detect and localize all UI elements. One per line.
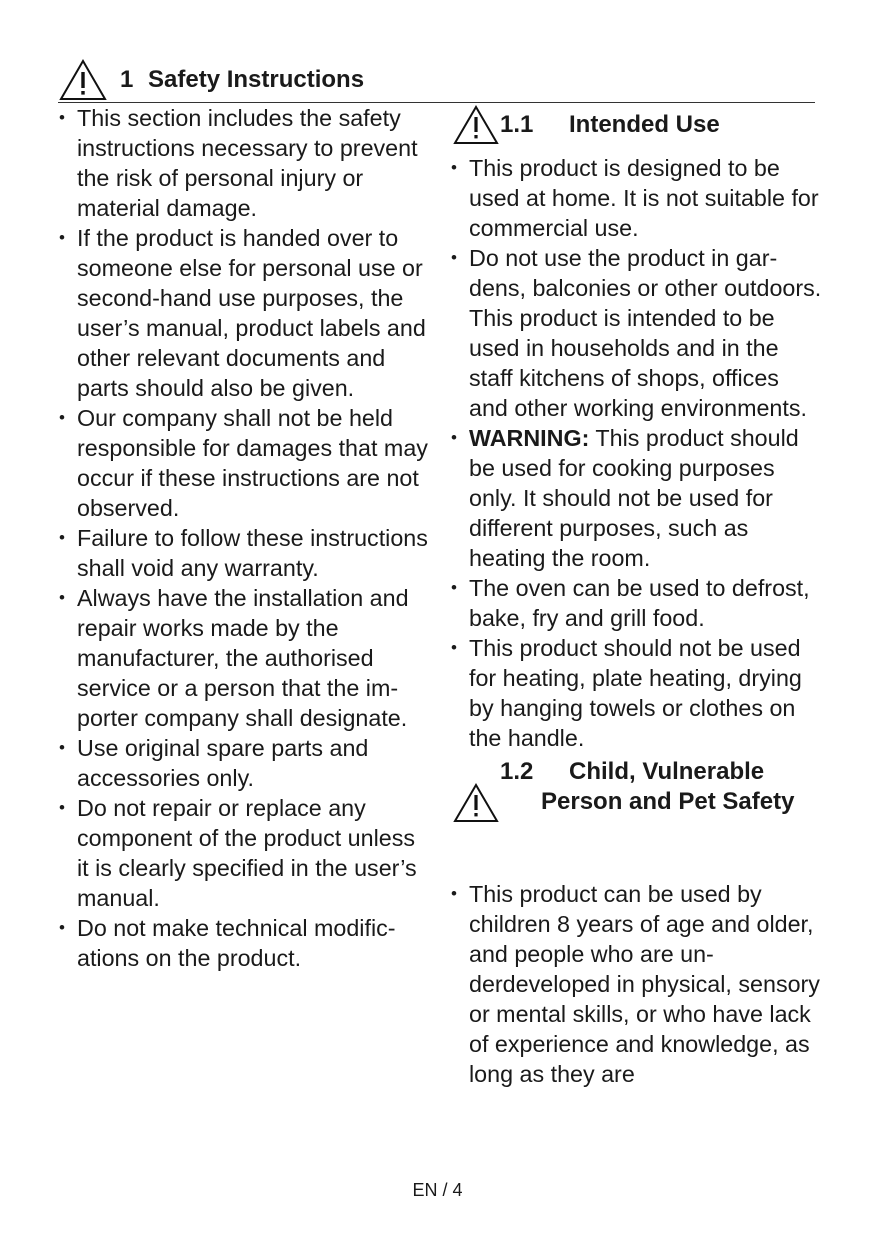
list-item: • Do not repair or replace any component of the product unless it is clearly specified in the user’s manual.: [58, 793, 428, 913]
list-item: • This product should not be used for heating, plate heating, drying by hanging towels or clothes on the handle.: [450, 633, 822, 753]
list-item: [450, 423, 822, 573]
list-item: • Do not make technical modifications on the product.: [58, 913, 428, 973]
subsection-number: 1.2: [500, 758, 534, 785]
warning-triangle-icon: [452, 782, 500, 824]
list-item: • This section includes the safety instructions necessary to prevent the risk of personal injury or material damage.: [58, 103, 428, 223]
subsection-heading-child-safety: [450, 757, 822, 879]
child-safety-list: [450, 879, 822, 1089]
warning-triangle-icon: [452, 104, 500, 146]
right-column: [450, 103, 822, 1089]
subsection-heading-intended-use: [450, 103, 822, 153]
warning-triangle-icon: [58, 58, 108, 102]
section-number: 1: [120, 66, 134, 93]
list-item: • Always have the installation and repair works made by the manufacturer, the authorised service or a person that the importer company shall designate.: [58, 583, 428, 733]
page-number: EN / 4: [412, 1180, 463, 1200]
list-item: • This product is designed to be used at home. It is not suitable for commercial use.: [450, 153, 822, 243]
section-title: Safety Instructions: [148, 66, 365, 93]
safety-list: [58, 103, 428, 973]
warning-text: This product should be used for cooking purposes only. It should not be used for different purposes, such as heating the room.: [469, 425, 799, 571]
list-item: • The oven can be used to defrost, bake, fry and grill food.: [450, 573, 822, 633]
subsection-number: 1.1: [500, 111, 534, 138]
list-item: • Do not use the product in gardens, balconies or other outdoors. This product is intended to be used in households and in the staff kitchens of shops, offices and other working environments.: [450, 243, 822, 423]
list-item: • Our company shall not be held responsible for damages that may occur if these instructions are not observed.: [58, 403, 428, 523]
left-column: [58, 103, 428, 973]
warning-label: WARNING:: [469, 425, 590, 451]
subsection-title: Child, Vulnerable Person and Pet Safety: [541, 758, 795, 815]
list-item: • Use original spare parts and accessories only.: [58, 733, 428, 793]
section-heading: [58, 58, 815, 102]
list-item: • Failure to follow these instructions shall void any warranty.: [58, 523, 428, 583]
intended-use-list: [450, 153, 822, 753]
list-item: • If the product is handed over to someone else for personal use or second-hand use purposes, the user’s manual, product labels and other relevant documents and parts should also be given.: [58, 223, 428, 403]
subsection-title: Intended Use: [569, 111, 720, 138]
list-item: • This product can be used by children 8 years of age and older, and people who are underdeveloped in physical, sensory or mental skills, or who have lack of experience and knowledge, as long as they are: [450, 879, 822, 1089]
